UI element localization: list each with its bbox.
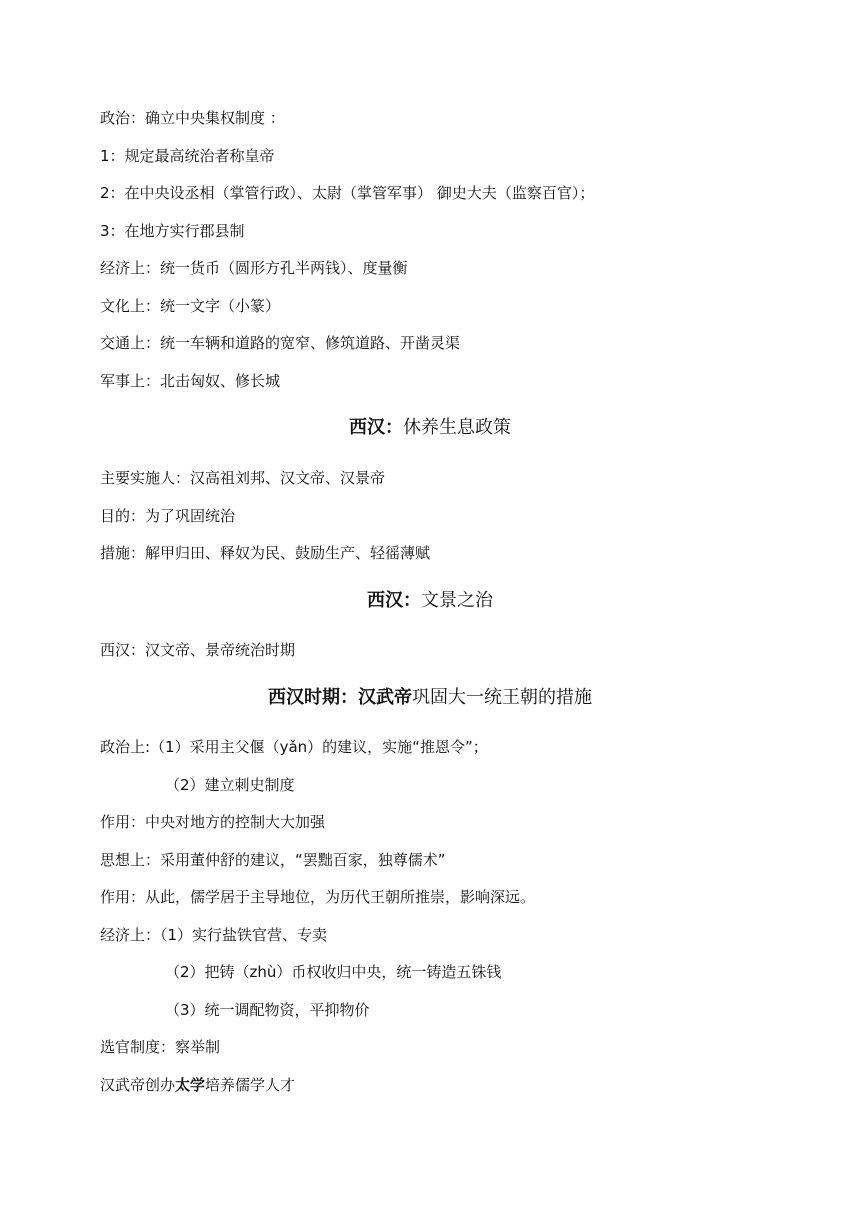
qin-politics-line: 政治：确立中央集权制度 ： <box>100 109 285 127</box>
qin-politics-item-1: 1：规定最高统治者称皇帝 <box>100 147 275 165</box>
qin-culture-line: 文化上：统一文字（小篆） <box>100 297 281 315</box>
qin-military-line: 军事上：北击匈奴、修长城 <box>100 372 281 390</box>
xihan-purpose-line: 目的：为了巩固统治 <box>100 507 236 525</box>
wudi-economy-line-2: （2）把铸（zhù）币权收归中央，统一铸造五铢钱 <box>165 963 502 981</box>
heading-xihan-recuperation <box>0 416 860 440</box>
heading-bold-part-emperor: 汉武帝 <box>358 687 412 708</box>
heading-bold-part: 西汉： <box>367 590 421 611</box>
wudi-economy-line-3: （3）统一调配物资，平抑物价 <box>165 1001 370 1019</box>
wudi-effect-line-1: 作用：中央对地方的控制大大加强 <box>100 813 326 831</box>
qin-politics-item-3: 3：在地方实行郡县制 <box>100 222 245 240</box>
wudi-taixue-line <box>100 1075 295 1095</box>
wudi-thought-line: 思想上：采用董仲舒的建议，“罢黜百家，独尊儒术” <box>100 851 446 869</box>
wudi-officials-line: 选官制度：察举制 <box>100 1038 221 1056</box>
taixue-pre: 汉武帝创办 <box>100 1076 176 1094</box>
heading-wenjing <box>0 589 860 613</box>
heading-wudi-measures <box>0 686 860 710</box>
wudi-effect-line-2: 作用：从此，儒学居于主导地位，为历代王朝所推崇，影响深远。 <box>100 888 536 906</box>
wenjing-period-line: 西汉：汉文帝、景帝统治时期 <box>100 641 296 659</box>
heading-rest-part: 巩固大一统王朝的措施 <box>412 687 592 708</box>
heading-rest-part: 休养生息政策 <box>403 417 511 438</box>
heading-rest-part: 文景之治 <box>421 590 493 611</box>
xihan-implementers-line: 主要实施人：汉高祖刘邦、汉文帝、汉景帝 <box>100 469 386 487</box>
taixue-bold: 太学 <box>175 1076 206 1094</box>
wudi-economy-line-1: 经济上：（1）实行盐铁官营、专卖 <box>100 926 328 944</box>
wudi-politics-line-1: 政治上:（1）采用主父偃（yǎn）的建议，实施“推恩令”； <box>100 738 488 756</box>
heading-bold-part: 西汉： <box>349 417 403 438</box>
qin-transport-line: 交通上：统一车辆和道路的宽窄、修筑道路、开凿灵渠 <box>100 334 461 352</box>
heading-bold-part: 西汉时期： <box>268 687 358 708</box>
taixue-post: 培养儒学人才 <box>205 1076 296 1094</box>
wudi-politics-line-2: （2）建立刺史制度 <box>165 776 295 794</box>
xihan-measures-line: 措施：解甲归田、释奴为民、鼓励生产、轻徭薄赋 <box>100 544 431 562</box>
qin-politics-item-2: 2：在中央设丞相（掌管行政）、太尉（掌管军事） 御史大夫（监察百官）； <box>100 184 595 202</box>
qin-economy-line: 经济上：统一货币（圆形方孔半两钱）、度量衡 <box>100 259 408 277</box>
